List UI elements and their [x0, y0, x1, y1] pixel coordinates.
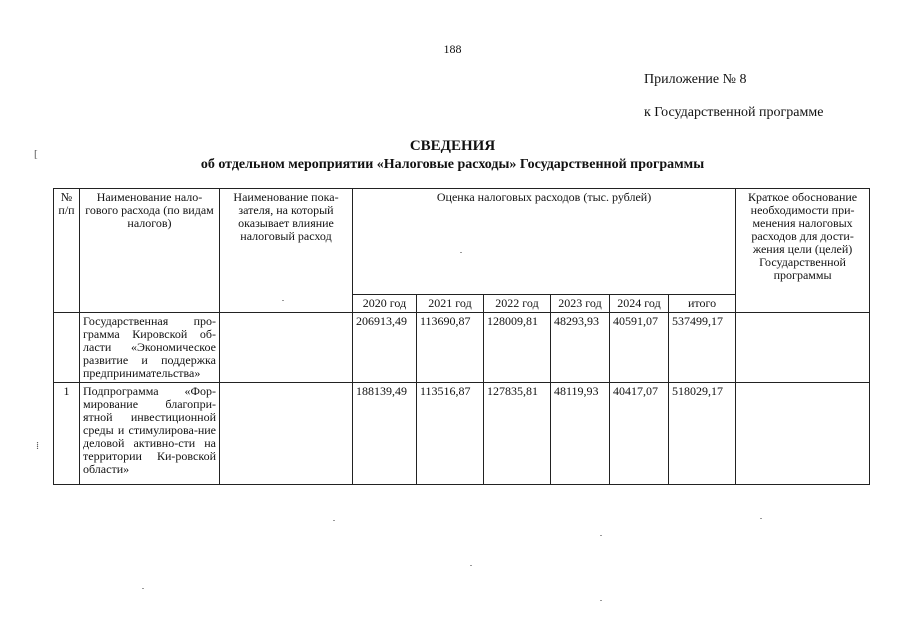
row-value: 48119,93	[551, 383, 610, 485]
row-justification	[736, 383, 870, 485]
scan-speck	[460, 252, 462, 253]
appendix-label: Приложение № 8	[644, 72, 747, 87]
header-indicator: Наименование пока-зателя, на который оказывает влияние налоговый расход	[220, 189, 353, 313]
row-value: 40417,07	[610, 383, 669, 485]
header-tax-name: Наименование нало-гового расхода (по видам налогов)	[80, 189, 220, 313]
scan-speck	[333, 520, 335, 521]
year-header: 2023 год	[551, 295, 610, 313]
year-header: 2022 год	[484, 295, 551, 313]
header-justification: Краткое обоснование необходимости при-менения налоговых расходов для дости-жения цели (целей) Государственной программы	[736, 189, 870, 313]
row-justification	[736, 313, 870, 383]
appendix-sublabel: к Государственной программе	[644, 105, 824, 120]
document-title: СВЕДЕНИЯ	[409, 138, 496, 154]
year-header: 2020 год	[353, 295, 417, 313]
row-value: 206913,49	[353, 313, 417, 383]
total-header: итого	[669, 295, 736, 313]
row-value: 40591,07	[610, 313, 669, 383]
row-num	[54, 313, 80, 383]
row-name: Государственная про-грамма Кировской об-ласти «Экономическое развитие и поддержка предпринимательства»	[80, 313, 220, 383]
row-indicator	[220, 383, 353, 485]
scan-speck	[600, 600, 602, 601]
row-total: 518029,17	[669, 383, 736, 485]
row-value: 127835,81	[484, 383, 551, 485]
row-name: Подпрограмма «Фор-мирование благопри-ятной инвестиционной среды и стимулирова-ние деловой активно-сти на территории Ки-ровской области»	[80, 383, 220, 485]
page-number: 188	[443, 42, 462, 56]
row-total: 537499,17	[669, 313, 736, 383]
row-value: 113516,87	[417, 383, 484, 485]
year-header: 2021 год	[417, 295, 484, 313]
row-value: 188139,49	[353, 383, 417, 485]
scan-speck	[282, 300, 284, 301]
row-indicator	[220, 313, 353, 383]
row-value: 48293,93	[551, 313, 610, 383]
margin-dots-mark: ⁞	[36, 440, 40, 452]
scan-speck	[470, 565, 472, 566]
year-header: 2024 год	[610, 295, 669, 313]
header-estimate: Оценка налоговых расходов (тыс. рублей)	[353, 189, 736, 295]
document-subtitle: об отдельном мероприятии «Налоговые расходы» Государственной программы	[200, 157, 705, 172]
table-header-row	[54, 189, 870, 295]
margin-bracket-mark: [	[34, 148, 38, 160]
scan-speck	[600, 535, 602, 536]
tax-expenses-table	[53, 188, 870, 485]
row-value: 128009,81	[484, 313, 551, 383]
header-num: № п/п	[54, 189, 80, 313]
table-row	[54, 313, 870, 383]
scan-speck	[142, 588, 144, 589]
row-num: 1	[54, 383, 80, 485]
row-value: 113690,87	[417, 313, 484, 383]
table-row	[54, 383, 870, 485]
scan-speck	[760, 518, 762, 519]
